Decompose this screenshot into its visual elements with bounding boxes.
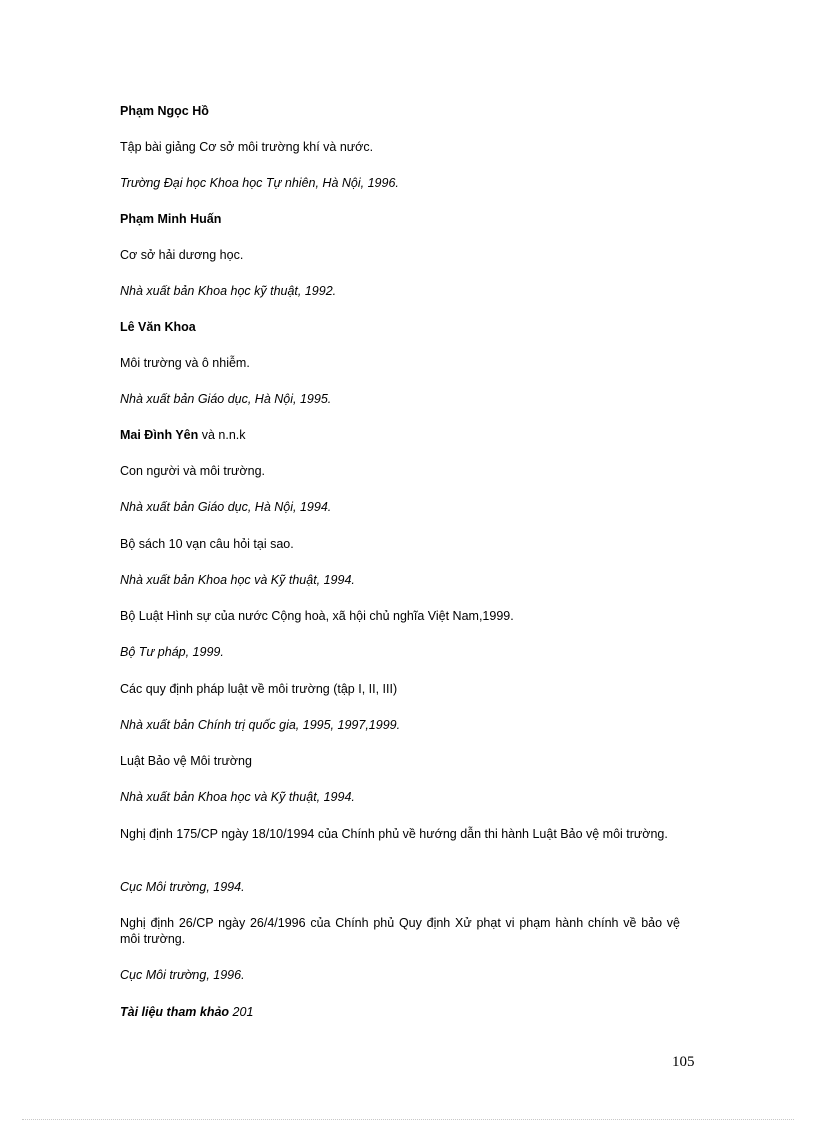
reference-publisher: Nhà xuất bản Chính trị quốc gia, 1995, 1997,1999. (120, 718, 401, 732)
reference-title: Luật Bảo vệ Môi trường (120, 754, 252, 768)
reference-publisher: Cục Môi trường, 1994. (120, 880, 245, 894)
reference-author: Phạm Ngọc Hồ (120, 104, 209, 118)
reference-author-line (120, 427, 680, 443)
section-label: Tài liệu tham khảo (120, 1005, 230, 1019)
reference-publisher: Trường Đại học Khoa học Tự nhiên, Hà Nội, 1996. (120, 176, 399, 190)
reference-title: Môi trường và ô nhiễm. (120, 356, 250, 370)
reference-author: Lê Văn Khoa (120, 320, 196, 334)
page-bottom-divider (22, 1119, 794, 1120)
reference-publisher: Cục Môi trường, 1996. (120, 968, 245, 982)
section-footer (120, 1004, 680, 1020)
reference-publisher: Nhà xuất bản Giáo dục, Hà Nội, 1995. (120, 392, 332, 406)
reference-publisher: Nhà xuất bản Khoa học kỹ thuật, 1992. (120, 284, 337, 298)
reference-title: Cơ sở hải dương học. (120, 248, 244, 262)
reference-author: Mai Đình Yên (120, 428, 199, 442)
reference-title: Nghị định 26/CP ngày 26/4/1996 của Chính phủ Quy định Xử phạt vi phạm hành chính về bảo vệ môi trường. (120, 916, 680, 946)
reference-title: Tập bài giảng Cơ sở môi trường khí và nước. (120, 140, 374, 154)
reference-title: Các quy định pháp luật về môi trường (tập I, II, III) (120, 682, 398, 696)
reference-publisher: Nhà xuất bản Khoa học và Kỹ thuật, 1994. (120, 573, 355, 587)
reference-publisher: Nhà xuất bản Giáo dục, Hà Nội, 1994. (120, 500, 332, 514)
reference-author-suffix: và n.n.k (198, 428, 246, 442)
reference-author: Phạm Minh Huấn (120, 212, 222, 226)
reference-publisher: Nhà xuất bản Khoa học và Kỹ thuật, 1994. (120, 790, 355, 804)
reference-publisher: Bộ Tư pháp, 1999. (120, 645, 224, 659)
section-page: 201 (229, 1005, 254, 1019)
reference-title: Bộ sách 10 vạn câu hỏi tại sao. (120, 537, 294, 551)
page-number: 105 (672, 1054, 695, 1070)
reference-title: Bộ Luật Hình sự của nước Cộng hoà, xã hội chủ nghĩa Việt Nam,1999. (120, 609, 514, 623)
reference-title: Con người và môi trường. (120, 464, 265, 478)
reference-title: Nghị định 175/CP ngày 18/10/1994 của Chính phủ về hướng dẫn thi hành Luật Bảo vệ môi trường. (120, 827, 668, 841)
